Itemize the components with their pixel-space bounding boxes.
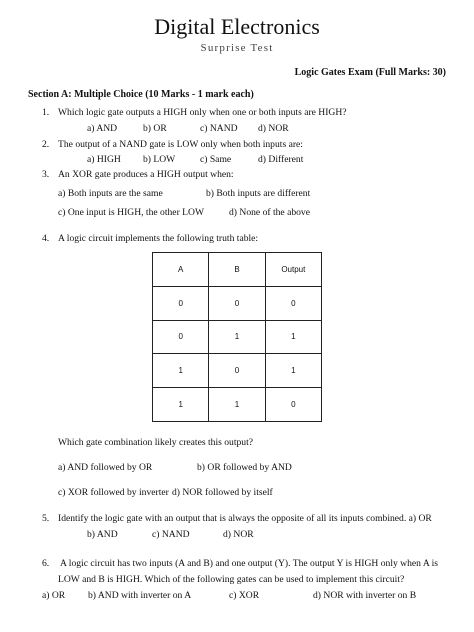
option-d: d) Different: [258, 154, 304, 165]
table-cell: 0: [209, 286, 265, 320]
table-cell: 1: [209, 388, 265, 422]
table-cell: 1: [265, 354, 321, 388]
section-a-heading: Section A: Multiple Choice (10 Marks - 1 mark each): [28, 89, 254, 100]
table-cell: 1: [153, 354, 209, 388]
table-row: [153, 354, 322, 388]
option-b: b) LOW: [143, 154, 176, 165]
option-b: b) Both inputs are different: [206, 188, 311, 199]
question-text: Identify the logic gate with an output that is always the opposite of all its inputs combined. a) OR: [58, 513, 432, 524]
option-c: c) NAND: [152, 529, 190, 540]
option-c: c) NAND: [200, 123, 238, 134]
column-header-output: Output: [265, 253, 321, 287]
table-row: [153, 388, 322, 422]
question-number: 5.: [42, 513, 50, 524]
option-d: d) NOR with inverter on B: [313, 590, 417, 601]
table-cell: 0: [153, 286, 209, 320]
table-cell: 1: [265, 320, 321, 354]
question-text-line-1: A logic circuit has two inputs (A and B) and one output (Y). The output Y is HIGH only when A is: [60, 558, 439, 569]
question-number: 2.: [42, 139, 50, 150]
question-text-line-2: LOW and B is HIGH. Which of the following gates can be used to implement this circuit?: [58, 574, 405, 585]
option-b: b) OR followed by AND: [197, 462, 292, 473]
option-a: a) AND followed by OR: [58, 462, 153, 473]
option-d: d) NOR followed by itself: [172, 487, 273, 498]
table-cell: 1: [153, 388, 209, 422]
question-text: Which logic gate outputs a HIGH only when one or both inputs are HIGH?: [58, 107, 347, 118]
question-followup: Which gate combination likely creates this output?: [58, 437, 254, 448]
question-number: 4.: [42, 233, 50, 244]
table-row: [153, 286, 322, 320]
table-row: [153, 320, 322, 354]
table-cell: 0: [265, 388, 321, 422]
truth-table: [152, 252, 322, 422]
option-b: b) AND: [87, 529, 118, 540]
question-text: An XOR gate produces a HIGH output when:: [58, 169, 234, 180]
option-c: c) One input is HIGH, the other LOW: [58, 207, 205, 218]
question-number: 1.: [42, 107, 50, 118]
exam-info: Logic Gates Exam (Full Marks: 30): [294, 67, 446, 78]
column-header-a: A: [153, 253, 209, 287]
page-title: Digital Electronics: [154, 14, 320, 39]
option-a: a) AND: [87, 123, 118, 134]
option-d: d) None of the above: [229, 207, 310, 218]
question-number: 3.: [42, 169, 50, 180]
table-cell: 0: [209, 354, 265, 388]
option-c: c) XOR followed by inverter: [58, 487, 169, 498]
question-text: A logic circuit implements the following truth table:: [58, 233, 259, 244]
option-a: a) OR: [42, 590, 66, 601]
option-b: b) AND with inverter on A: [88, 590, 192, 601]
table-cell: 0: [153, 320, 209, 354]
table-cell: 1: [209, 320, 265, 354]
option-c: c) XOR: [229, 590, 260, 601]
option-a: a) HIGH: [87, 154, 121, 165]
page-subtitle: Surprise Test: [200, 42, 274, 54]
option-d: d) NOR: [258, 123, 289, 134]
question-number: 6.: [42, 558, 50, 569]
option-c: c) Same: [200, 154, 232, 165]
table-cell: 0: [265, 286, 321, 320]
option-d: d) NOR: [223, 529, 254, 540]
option-b: b) OR: [143, 123, 167, 134]
question-text: The output of a NAND gate is LOW only when both inputs are:: [58, 139, 303, 150]
table-header-row: [153, 253, 322, 287]
option-a: a) Both inputs are the same: [58, 188, 163, 199]
column-header-b: B: [209, 253, 265, 287]
